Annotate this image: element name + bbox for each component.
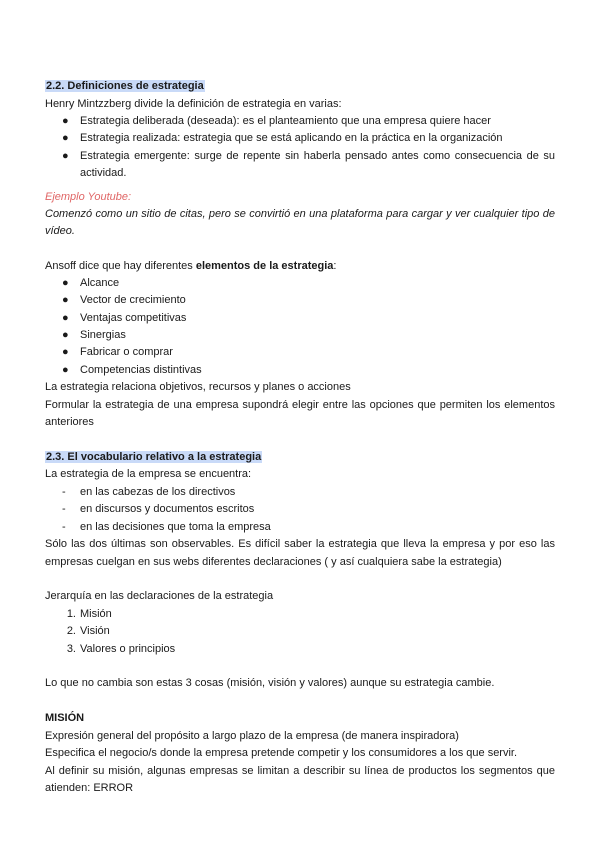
hierarchy-intro: Jerarquía en las declaraciones de la estrategia <box>45 590 274 602</box>
bullet-icon: ● <box>62 132 69 144</box>
section-2-3-heading: 2.3. El vocabulario relativo a la estrategia <box>46 451 262 463</box>
dash-icon: - <box>62 503 66 515</box>
bullet-icon: ● <box>62 346 69 358</box>
list-item: Vector de crecimiento <box>80 294 186 306</box>
formulate-text: Formular la estrategia de una empresa supondrá elegir entre las opciones que permiten los elementos <box>45 399 555 411</box>
mintzberg-intro: Henry Mintzzberg divide la definición de estrategia en varias: <box>45 98 342 110</box>
list-number: 1. <box>66 608 76 620</box>
bullet-icon: ● <box>62 329 69 341</box>
example-text-continuation: vídeo. <box>45 225 75 237</box>
formulate-text-continuation: anteriores <box>45 416 94 428</box>
example-text: Comenzó como un sitio de citas, pero se convirtió en una plataforma para cargar y ver cualquier tipo de <box>45 208 555 220</box>
example-label: Ejemplo Youtube: <box>45 191 132 203</box>
list-item-continuation: actividad. <box>80 167 127 179</box>
list-item: en discursos y documentos escritos <box>80 503 255 515</box>
strategy-relates: La estrategia relaciona objetivos, recursos y planes o acciones <box>45 381 351 393</box>
bullet-icon: ● <box>62 312 69 324</box>
section-2-2-heading: 2.2. Definiciones de estrategia <box>46 80 204 92</box>
list-number: 3. <box>66 643 76 655</box>
list-item: Valores o principios <box>80 643 176 655</box>
mision-p3: Al definir su misión, algunas empresas se limitan a describir su línea de productos los segmentos que <box>45 765 555 777</box>
list-item: Estrategia realizada: estrategia que se está aplicando en la práctica en la organización <box>80 132 503 144</box>
ansoff-intro: Ansoff dice que hay diferentes elementos de la estrategia: <box>45 260 337 272</box>
list-item: Sinergias <box>80 329 126 341</box>
mision-p2: Especifica el negocio/s donde la empresa pretende competir y los consumidores a los que servir. <box>45 747 518 759</box>
list-item: Alcance <box>80 277 120 289</box>
list-item: Misión <box>80 608 112 620</box>
mision-p1: Expresión general del propósito a largo plazo de la empresa (de manera inspiradora) <box>45 730 459 742</box>
list-item: Estrategia deliberada (deseada): es el planteamiento que una empresa quiere hacer <box>80 115 491 127</box>
mision-heading: MISIÓN <box>45 712 85 724</box>
list-item: en las decisiones que toma la empresa <box>80 521 271 533</box>
list-item: Estrategia emergente: surge de repente sin haberla pensado antes como consecuencia de su <box>80 150 555 162</box>
dash-icon: - <box>62 521 66 533</box>
dash-icon: - <box>62 486 66 498</box>
nochange-text: Lo que no cambia son estas 3 cosas (misión, visión y valores) aunque su estrategia cambie. <box>45 677 495 689</box>
bullet-icon: ● <box>62 294 69 306</box>
list-item: Competencias distintivas <box>80 364 202 376</box>
bullet-icon: ● <box>62 150 69 162</box>
bullet-icon: ● <box>62 364 69 376</box>
bullet-icon: ● <box>62 115 69 127</box>
observable-text-continuation: empresas cuelgan en sus webs diferentes declaraciones ( y así cualquiera sabe la estrategia) <box>45 556 502 568</box>
list-number: 2. <box>66 625 76 637</box>
list-item: en las cabezas de los directivos <box>80 486 236 498</box>
list-item: Fabricar o comprar <box>80 346 173 358</box>
mision-p3-continuation: atienden: ERROR <box>45 782 134 794</box>
strategy-location-intro: La estrategia de la empresa se encuentra: <box>45 468 252 480</box>
observable-text: Sólo las dos últimas son observables. Es difícil saber la estrategia que lleva la empresa y por eso las <box>45 538 555 550</box>
list-item: Ventajas competitivas <box>80 312 187 324</box>
bullet-icon: ● <box>62 277 69 289</box>
list-item: Visión <box>80 625 110 637</box>
